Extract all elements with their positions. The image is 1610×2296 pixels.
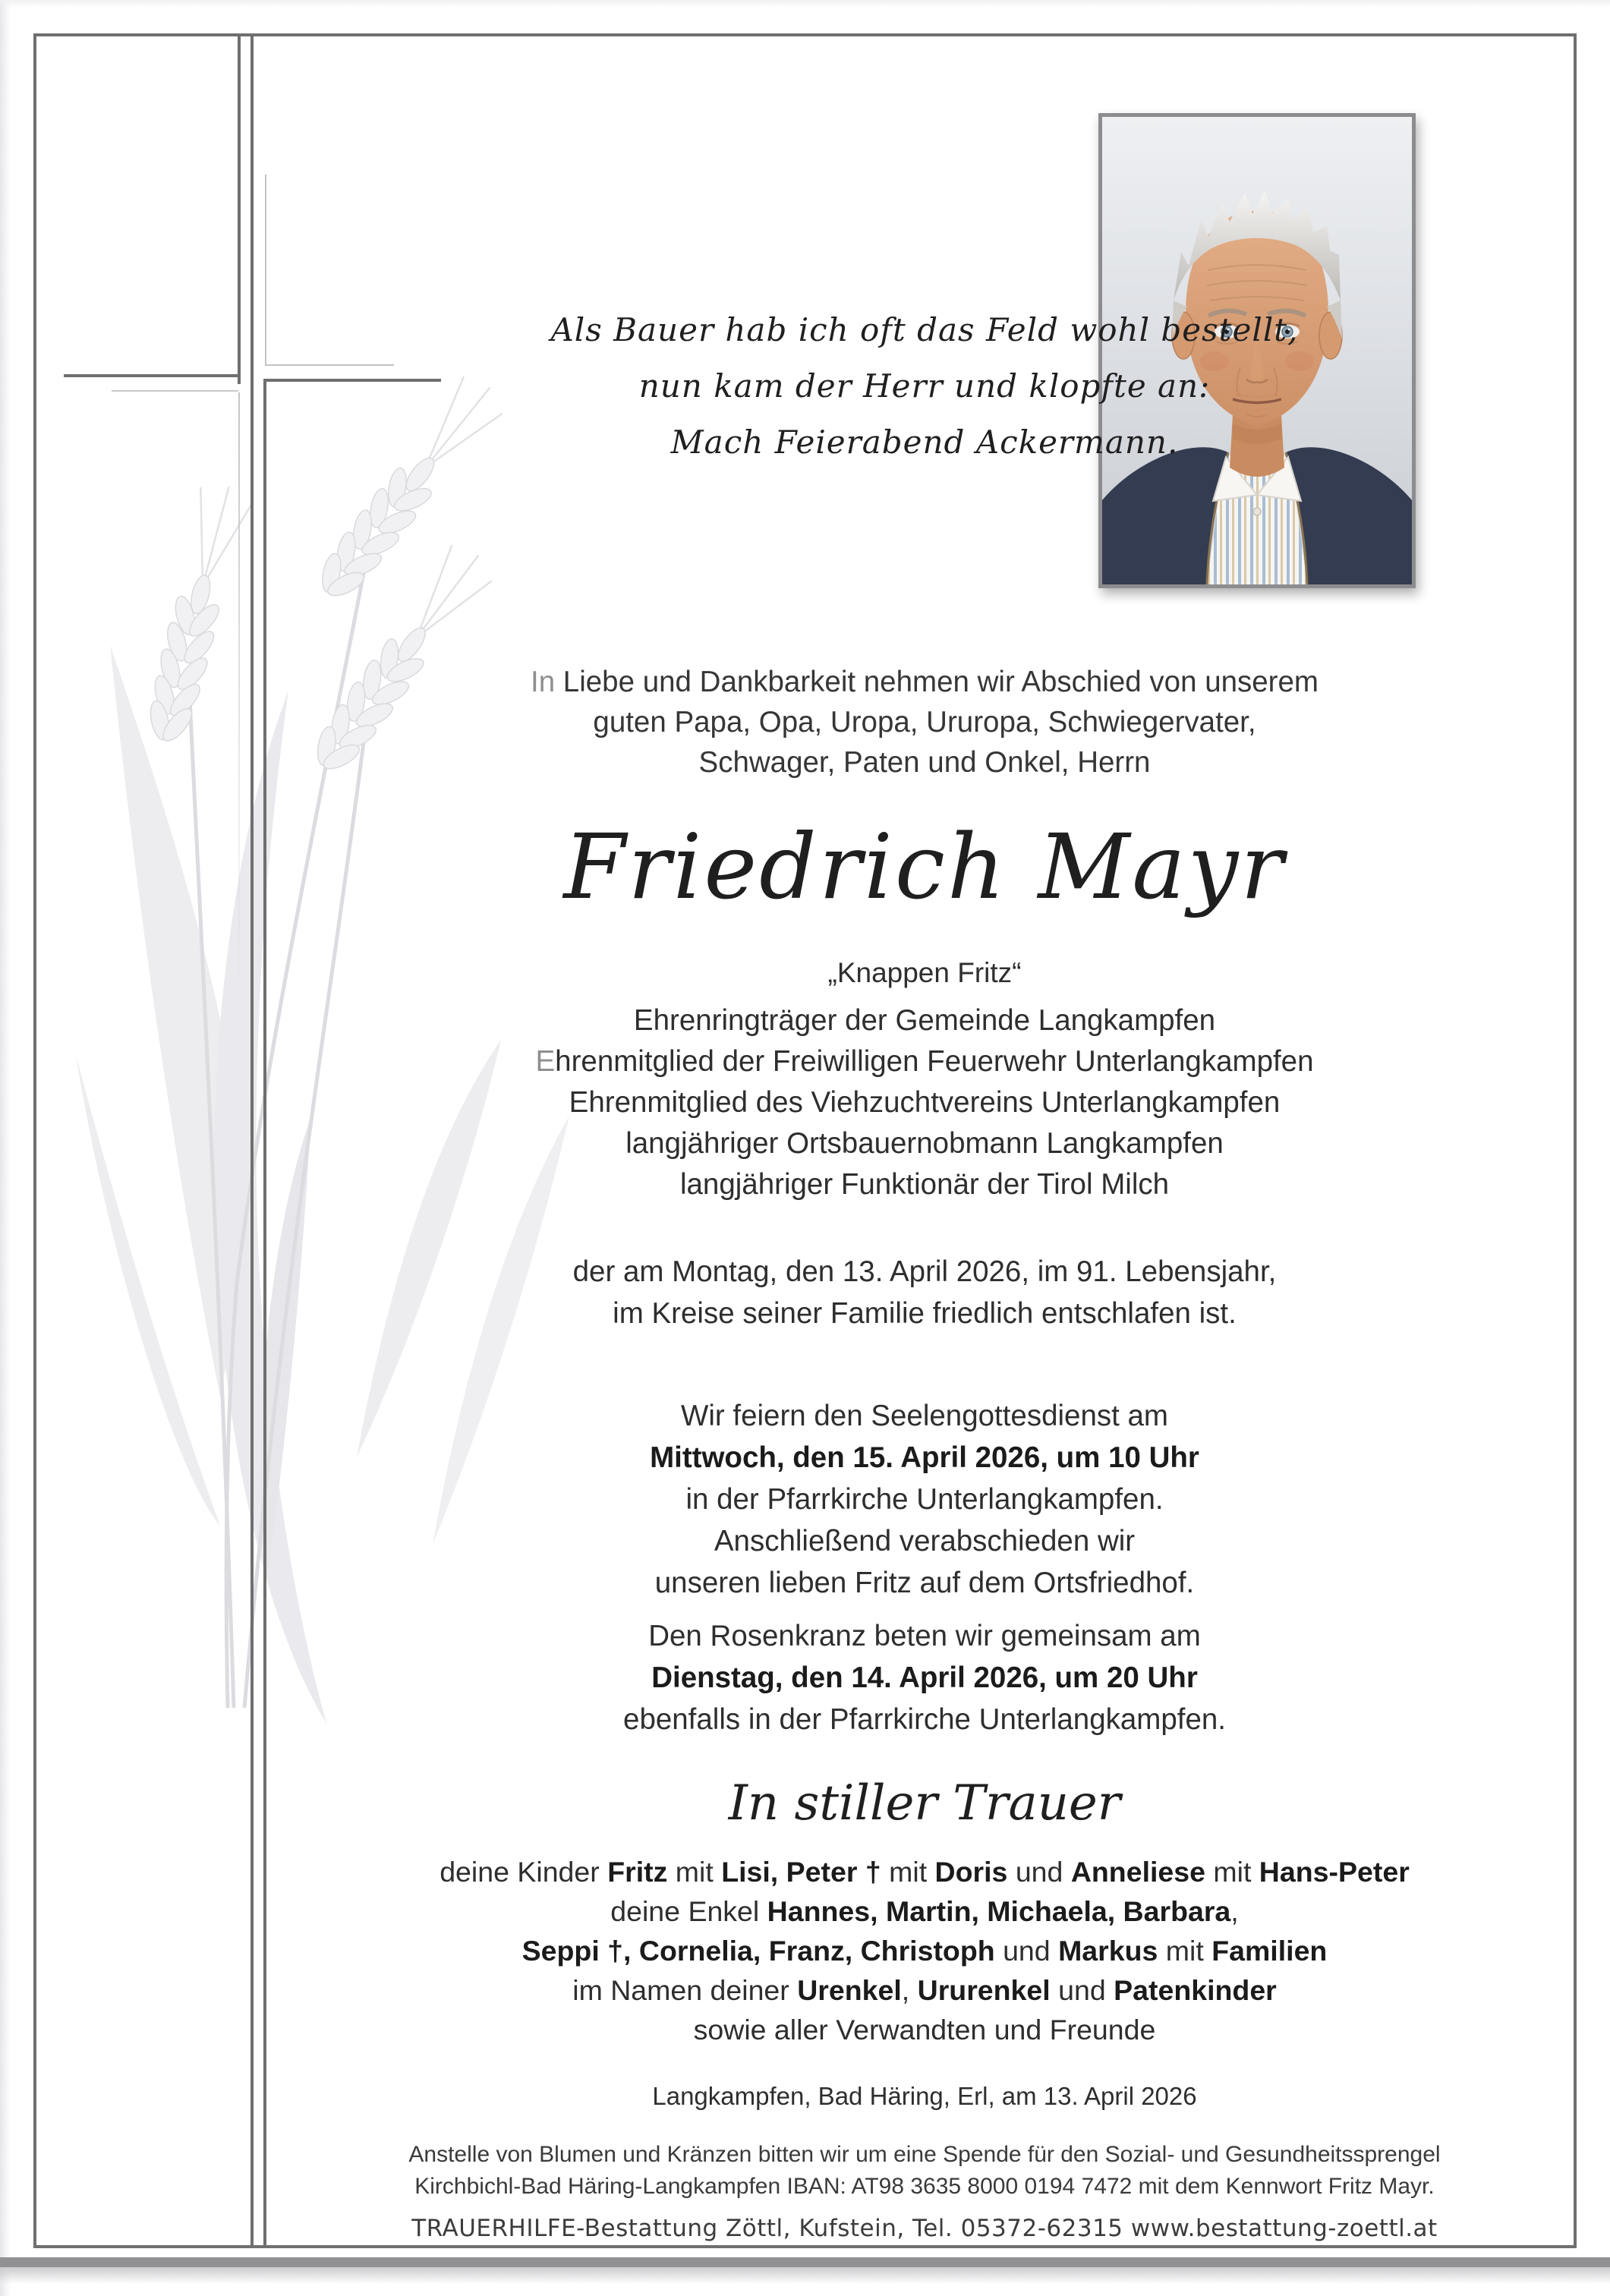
deceased-name: Friedrich Mayr [563,814,1286,919]
cross-vertical-line [263,380,266,2248]
honor-line: Ehrenringträger der Gemeinde Langkampfen [633,1004,1216,1037]
cross-arm-left [64,374,238,377]
intro-line: Schwager, Paten und Onkel, Herrn [698,746,1151,779]
farewell-intro [272,662,1577,783]
service-line: Mittwoch, den 15. April 2026, um 10 Uhr [650,1441,1199,1474]
rosary-line: ebenfalls in der Pfarrkirche Unterlangkampfen. [623,1703,1226,1736]
verse-line: Mach Feierabend Ackermann. [670,424,1179,461]
donation-line: Anstelle von Blumen und Kränzen bitten wir um eine Spende für den Sozial- und Gesundheitssprengel [408,2142,1441,2167]
honor-line: langjähriger Ortsbauernobmann Langkampfen [625,1127,1224,1160]
service-line: in der Pfarrkirche Unterlangkampfen. [685,1483,1164,1516]
place-and-date: Langkampfen, Bad Häring, Erl, am 13. April 2026 [652,2082,1197,2110]
service-line: Wir feiern den Seelengottesdienst am [680,1400,1169,1432]
death-line: der am Montag, den 13. April 2026, im 91. Lebensjahr, [572,1255,1277,1288]
donation-note [272,2139,1577,2203]
donation-line: Kirchbichl-Bad Häring-Langkampfen IBAN: AT98 3635 8000 0194 7472 mit dem Kennwort Fritz Mayr. [414,2174,1435,2199]
rosary-info [272,1615,1577,1740]
family-line: deine Kinder Fritz mit Lisi, Peter † mit Doris und Anneliese mit Hans-Peter [440,1856,1410,1888]
funeral-service-info [272,1395,1577,1604]
cross-vertical-line [250,33,254,2248]
family-line: Seppi †, Cornelia, Franz, Christoph und Markus mit Familien [521,1935,1328,1967]
rosary-line: Den Rosenkranz beten wir gemeinsam am [648,1620,1201,1652]
cross-shadow-line [112,390,238,392]
honor-line: Ehrenmitglied des Viehzuchtvereins Unterlangkampfen [569,1086,1281,1119]
verse-line: nun kam der Herr und klopfte an: [638,367,1211,405]
family-line: deine Enkel Hannes, Martin, Michaela, Barbara, [610,1895,1239,1927]
memorial-verse [272,302,1577,471]
intro-line: guten Papa, Opa, Uropa, Ururopa, Schwiegervater, [593,706,1256,739]
cross-shadow-line [265,175,266,366]
family-list [272,1852,1577,2049]
rosary-line: Dienstag, den 14. April 2026, um 20 Uhr [651,1661,1198,1694]
intro-line: In Liebe und Dankbarkeit nehmen wir Abschied von unserem [531,666,1319,698]
funeral-home-footer: TRAUERHILFE-Bestattung Zöttl, Kufstein, Tel. 05372-62315 www.bestattung-zoettl.at [411,2215,1438,2242]
cross-vertical-line [238,33,241,384]
death-notice [272,1251,1577,1334]
card-content [272,0,1577,2296]
honor-line: langjähriger Funktionär der Tirol Milch [679,1168,1170,1201]
mourning-heading: In stiller Trauer [728,1775,1121,1831]
deceased-nickname: „Knappen Fritz“ [827,957,1022,988]
death-line: im Kreise seiner Familie friedlich entschlafen ist. [613,1297,1237,1330]
honors-list [272,1000,1577,1205]
family-line: im Namen deiner Urenkel, Ururenkel und Patenkinder [572,1974,1277,2006]
family-line: sowie aller Verwandten und Freunde [693,2014,1156,2046]
cross-shadow-line [238,392,240,1000]
honor-line: Ehrenmitglied der Freiwilligen Feuerwehr Unterlangkampfen [535,1045,1314,1078]
service-line: unseren lieben Fritz auf dem Ortsfriedhof. [654,1567,1195,1599]
verse-line: Als Bauer hab ich oft das Feld wohl bestellt, [550,311,1299,348]
service-line: Anschließend verabschieden wir [714,1525,1136,1557]
